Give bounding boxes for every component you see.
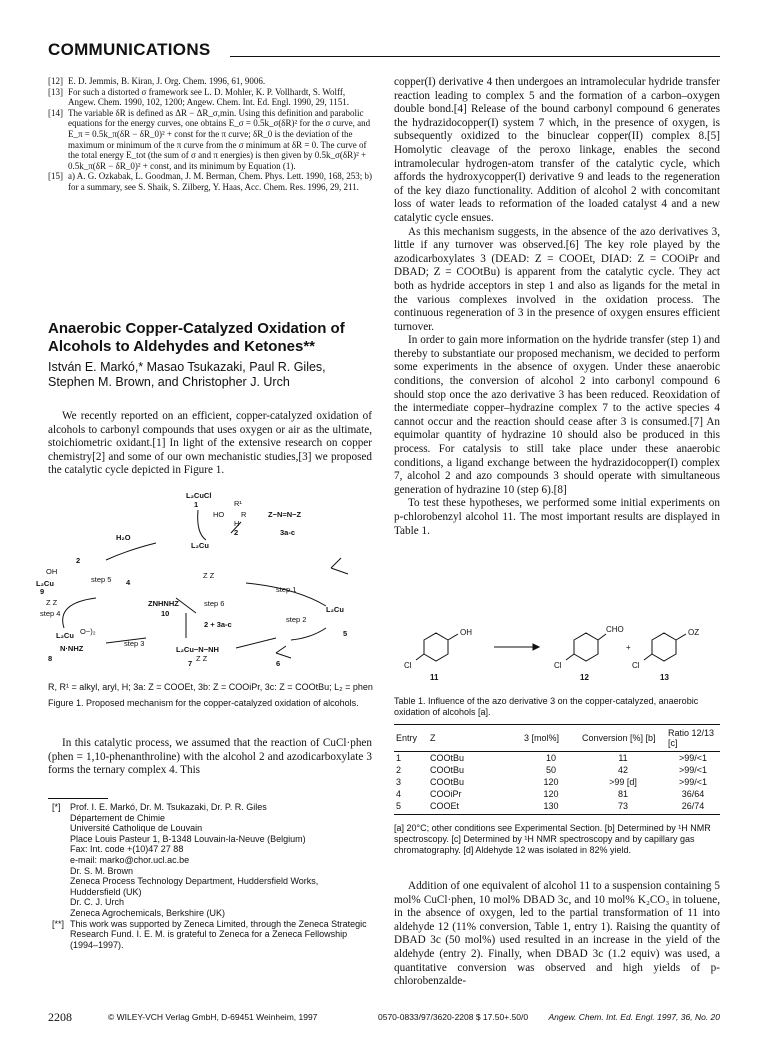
figure-caption: Figure 1. Proposed mechanism for the copper-catalyzed oxidation of alcohols. — [48, 698, 359, 708]
body-paragraph: To test these hypotheses, we performed some initial experiments on p-chlorobenzyl alcohol 11. The most important results are displayed in Table 1. — [394, 497, 720, 537]
label-12: 12 — [580, 673, 589, 682]
body-paragraph: Addition of one equivalent of alcohol 11 to a suspension containing 5 mol% CuCl·phen, 10 mol% DBAD 3c, and 10 mol% K₂CO₃ in toluene, in the absence of oxygen, led to the partial transformation of 11 into aldehyde 12 (11% conversion, Table 1, entry 1). Raising the quantity of DBAD 3c (50 mol%) used resulted in an increase in the yield of the aldehyde (entry 2). Finally, when DBAD 3c (1.2 equiv) was used, a quantitative conversion was observed and high yields of p-chlorobenzalde- — [394, 880, 720, 988]
label-step6: step 6 — [204, 599, 225, 608]
table-row: 4 COOiPr 120 81 36/64 — [396, 789, 705, 799]
label-h2o: H₂O — [116, 533, 131, 542]
label-step2: step 2 — [286, 615, 307, 624]
reference-item: [12] E. D. Jemmis, B. Kiran, J. Org. Chem. 1996, 61, 9006. — [48, 76, 266, 86]
journal-citation: Angew. Chem. Int. Ed. Engl. 1997, 36, No. 20 — [548, 1012, 720, 1022]
section-title: COMMUNICATIONS — [48, 40, 211, 59]
footnote-affiliations: [*] Prof. I. E. Markó, Dr. M. Tsukazaki, Dr. P. R. Giles Département de Chimie Université Catholique de Louvain Place Louis Pasteur 1, B-1348 Louvain-la-Neuve (Belgium) Fax: Int. code +(10)47 27 88 e-mail: marko@chor.ucl.ac.be Dr. S. M. Brown Zeneca Process Technology Department, Huddersfield Works, Huddersfield (UK) Dr. C. J. Urch Zeneca Agrochemicals, Berkshire (UK) — [52, 802, 319, 918]
label-l2cu-4: L₂Cu — [191, 541, 209, 550]
body-paragraph: copper(I) derivative 4 then undergoes an intramolecular hydride transfer reaction leading to complex 5 and the formation of a carbon–oxygen double bond.[4] Release of the bound carbonyl compound 6 generates the hydrazidocopper(I) system 7 which, in the presence of oxygen, is subsequently oxidized to the binuclear copper(II) complex 8.[5] Homolytic cleavage of the peroxo linkage, enables the second intramolecular hydrogen-atom transfer of the catalytic cycle, which affords the hydroxycopper(I) derivative 9 and leads to the regeneration of the key diazo functionality. Addition of alcohol 2 with concomitant loss of water leads to reformation of the loaded catalyst 4 and a new catalytic cycle ensues. — [394, 76, 720, 224]
label-oh: OH — [460, 628, 472, 637]
page-number: 2208 — [48, 1010, 72, 1024]
label-step5: step 5 — [91, 575, 112, 584]
label-zz-4: Z Z — [203, 571, 215, 580]
label-9: 9 — [40, 587, 45, 596]
table-header-row: Entry Z 3 [mol%] Conversion [%] [b] Ratio 12/13 [c] — [394, 725, 720, 752]
label-cl: Cl — [632, 661, 640, 670]
footnote-rule — [48, 798, 108, 799]
figure-legend: R, R¹ = alkyl, aryl, H; 3a: Z = COOEt, 3b: Z = COOiPr, 3c: Z = COOtBu; L₂ = phen — [48, 682, 373, 692]
label-zz-9: Z Z — [46, 598, 58, 607]
label-l2cunnh: L₂Cu−N−NH — [176, 645, 219, 654]
table-row: 5 COOEt 130 73 26/74 — [394, 800, 720, 815]
label-11: 11 — [430, 673, 439, 682]
label-13: 13 — [660, 673, 669, 682]
label-cho: CHO — [606, 625, 624, 634]
label-r1: R¹ — [234, 499, 242, 508]
label-step1: step 1 — [276, 585, 297, 594]
label-5: 5 — [343, 629, 348, 638]
publisher-line: © WILEY-VCH Verlag GmbH, D-69451 Weinheim, 1997 — [108, 1012, 318, 1022]
label-7: 7 — [188, 659, 193, 668]
right-column-text — [394, 76, 720, 538]
label-l2cu-5: L₂Cu — [326, 605, 344, 614]
body-paragraph: As this mechanism suggests, in the absence of the azo derivatives 3, little if any turnover was observed.[6] The key role played by the azodicarboxylates 3 (DEAD: Z = COOEt, DIAD: Z = COOiPr and DBAD; Z = COOtBu) is apparent from the catalytic cycle. They act both as hydride acceptors in step 1 and also as ligands for the metal in the various complexes involved in the oxidation process. The continuous regeneration of 3 in the presence of oxygen ensures efficient turnover. — [394, 225, 720, 333]
label-l2cu-9: L₂Cu — [36, 579, 54, 588]
label-azo: Z−N=N−Z — [268, 510, 302, 519]
label-4: 4 — [126, 578, 131, 587]
label-r: R — [241, 510, 247, 519]
reaction-diagram — [394, 620, 720, 690]
body-paragraph: In this catalytic process, we assumed that the reaction of CuCl·phen (phen = 1,10-phenanthroline) with the alcohol 2 and azodicarboxylate 3 forms the ternary complex 4. This — [48, 737, 372, 777]
label-cl: Cl — [554, 661, 562, 670]
label-2: 2 — [234, 528, 239, 537]
label-oh-9: OH — [46, 567, 58, 576]
label-6: 6 — [276, 659, 281, 668]
reference-item: [13] For such a distorted σ framework see L. D. Mohler, K. P. Vollhardt, S. Wolff, Angew. Chem. 1990, 102, 1200; Angew. Chem. Int. Ed. Engl. 1990, 29, 1151. — [48, 86, 349, 108]
table-row: 2 COOtBu 50 42 >99/<1 — [396, 765, 708, 775]
footnotes — [48, 802, 372, 950]
footnote-funding: [**] This work was supported by Zeneca Limited, through the Zeneca Strategic Research Fund. I. E. M. is grateful to Zeneca for a Zeneca Fellowship (1994–1997). — [52, 918, 367, 950]
mechanism-figure — [36, 488, 376, 678]
label-step3: step 3 — [124, 639, 145, 648]
reference-list — [48, 76, 372, 193]
label-h: H — [234, 519, 240, 528]
body-paragraph: In order to gain more information on the hydride transfer (step 1) and thereby to substantiate our proposed mechanism, we decided to perform some experiments in the absence of oxygen. Under these anaerobic conditions, the conversion of alcohol 2 into carbonyl compound 6 should stop once the azo derivative 3 has been reduced. Reoxidation of the intermediate copper–hydrazine complex 7 to the active species 4 cannot occur and the reaction should cease after 3 is consumed.[7] An equimolar quantity of hydrazine 10 should also be produced in this process. For catalysis to still take place under these anaerobic conditions, a ligand exchange between the hydrazidocopper(I) complex 7, alcohol 2 and azo compounds 3 should operate with simultaneous generation of hydrazine 10 (step 6).[8] — [394, 334, 720, 496]
intro-paragraph: We recently reported on an efficient, copper-catalyzed oxidation of alcohols to carbonyl compounds that uses oxygen or air as the ultimate, stoichiometric oxidant.[1] In light of the extensive research on copper chemistry[2] and some of our own mechanistic studies,[3] we proposed the catalytic cycle depicted in Figure 1. — [48, 410, 372, 477]
label-2-3ac: 2 + 3a-c — [204, 620, 232, 629]
label-plus: + — [626, 643, 631, 652]
label-o2: O−)₂ — [80, 627, 96, 636]
label-znhnhz: ZNHNHZ — [148, 599, 179, 608]
label-8: 8 — [48, 654, 53, 663]
label-nnhz: N·NHZ — [60, 644, 84, 653]
article-code: 0570-0833/97/3620-2208 $ 17.50+.50/0 — [378, 1012, 529, 1022]
article-title: Anaerobic Copper-Catalyzed Oxidation of Alcohols to Aldehydes and Ketones** — [48, 320, 345, 355]
mechanism-diagram — [36, 488, 376, 678]
label-ho: HO — [213, 510, 225, 519]
label-2-left: 2 — [76, 556, 81, 565]
label-l2cucl: L₂CuCl — [186, 491, 212, 500]
label-10: 10 — [161, 609, 170, 618]
header-rule — [230, 56, 720, 57]
label-cl: Cl — [404, 661, 412, 670]
table-row: 3 COOtBu 120 >99 [d] >99/<1 — [396, 777, 708, 787]
reaction-scheme — [394, 620, 720, 690]
label-zz-7: Z Z — [196, 654, 208, 663]
table-notes: [a] 20°C; other conditions see Experimental Section. [b] Determined by ¹H NMR spectroscopy. [c] Determined by ¹H NMR spectroscopy and by capillary gas chromatography. [d] Aldehyde 12 was isolated in 82% yield. — [394, 823, 711, 855]
reference-item: [14] The variable δR is defined as ΔR − ΔR_σ,min. Using this definition and parabolic equations for the energy curves, one obtains E_σ = 0.5k_σ(δR)² for the σ curve, and E_π = 0.5k_π(δR − δR_0)² + const for the π curve; δR_0 is the deviation of the maximum or minimum of the π curve from the σ minimum at δR = 0. The curve of the total energy E_tot (the sum of σ and π energies) is then given by 0.5k_σ(δR)² + 0.5k_π(δR − δR_0)² + const, and its minimum by Equation (1). — [48, 107, 371, 171]
table-caption: Table 1. Influence of the azo derivative 3 on the copper-catalyzed, anaerobic oxidation of alcohols [a]. — [394, 696, 699, 717]
reference-item: [15] a) A. G. Ozkabak, L. Goodman, J. M. Berman, Chem. Phys. Lett. 1990, 168, 253; b) for a summary, see S. Shaik, S. Zilberg, Y. Haas, Acc. Chem. Res. 1996, 29, 211. — [48, 171, 372, 192]
author-list: István E. Markó,* Masao Tsukazaki, Paul R. Giles, Stephen M. Brown, and Christopher J. Urch — [48, 360, 326, 389]
label-oz: OZ — [688, 628, 700, 637]
label-l2cu-8: L₂Cu — [56, 631, 74, 640]
label-step4: step 4 — [40, 609, 61, 618]
results-table — [394, 724, 720, 815]
table-row: 1 COOtBu 10 11 >99/<1 — [396, 753, 708, 763]
label-3ac: 3a-c — [280, 528, 296, 537]
label-1: 1 — [194, 500, 199, 509]
page-header — [48, 40, 720, 66]
